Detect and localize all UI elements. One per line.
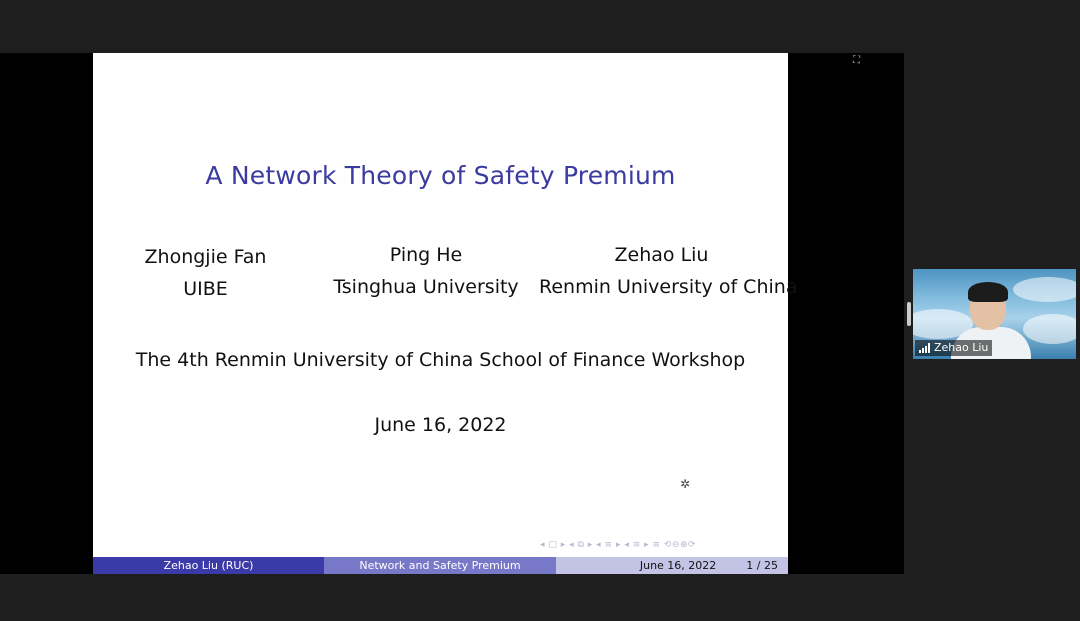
footer-short-title: Network and Safety Premium: [324, 557, 556, 574]
panel-resize-handle[interactable]: [907, 302, 911, 326]
footer-date: June 16, 2022: [639, 559, 717, 572]
signal-strength-icon: [919, 343, 930, 353]
footer-meta: [556, 557, 788, 574]
footer-page-number: 1 / 25: [746, 559, 778, 572]
participant-video-tile[interactable]: [913, 269, 1076, 359]
author-name: Zhongjie Fan: [144, 246, 267, 268]
author-affiliation: UIBE: [183, 278, 228, 300]
screen-share-area: [0, 53, 904, 574]
footer-author: Zehao Liu (RUC): [93, 557, 324, 574]
event-name: The 4th Renmin University of China School of Finance Workshop: [135, 349, 746, 371]
author-block: [539, 239, 798, 303]
participant-name-tag: [915, 340, 992, 356]
slide-footer: [93, 557, 788, 574]
beamer-navigation-icons[interactable]: ◂ ▢ ▸ ◂ ⧉ ▸ ◂ ≡ ▸ ◂ ≡ ▸ ≡ ⟲⊖⊕⟳: [540, 540, 697, 550]
background-cloud: [1023, 314, 1076, 344]
background-cloud: [1013, 277, 1076, 302]
presentation-slide: [93, 53, 798, 574]
participant-hair: [968, 282, 1008, 302]
author-block: [133, 241, 278, 305]
author-name: Ping He: [389, 244, 463, 266]
author-affiliation: Tsinghua University: [333, 276, 519, 298]
participant-name: Zehao Liu: [934, 341, 989, 354]
fullscreen-icon[interactable]: ⛶: [853, 55, 860, 66]
author-name: Zehao Liu: [614, 244, 709, 266]
laser-pointer-icon: ✲: [680, 477, 691, 491]
presentation-date: June 16, 2022: [374, 414, 507, 436]
author-affiliation: Renmin University of China: [539, 276, 798, 298]
slide-title: A Network Theory of Safety Premium: [205, 161, 676, 190]
author-block: [331, 239, 521, 303]
